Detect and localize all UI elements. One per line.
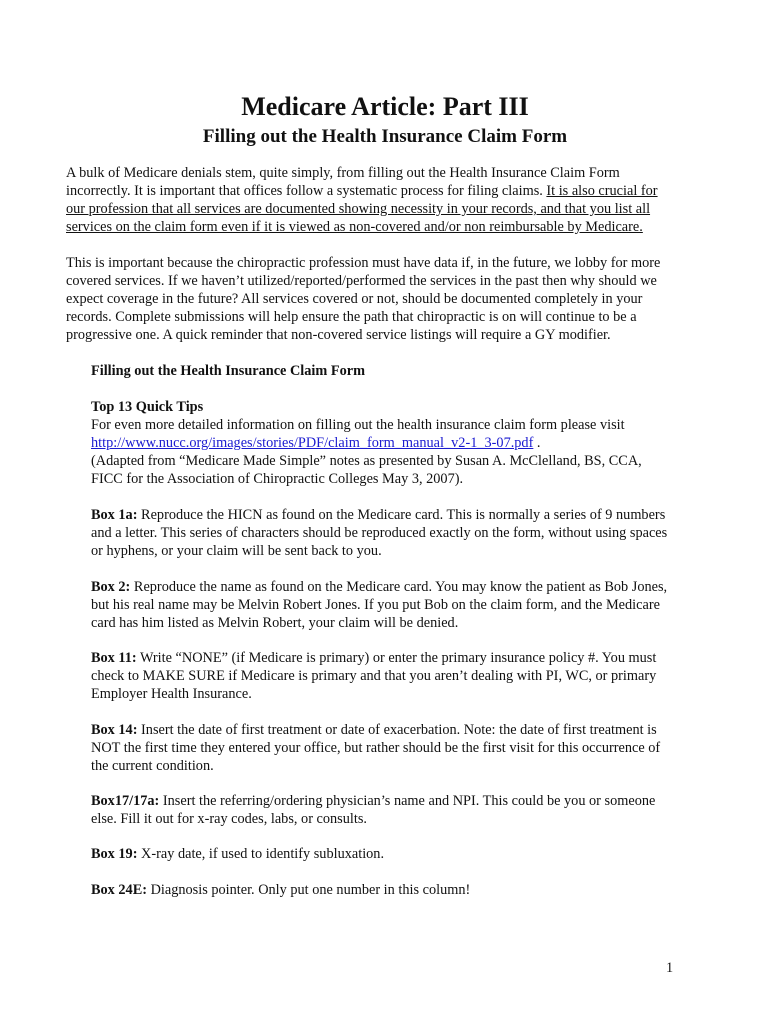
tip-text: Insert the date of first treatment or date of exacerbation. Note: the date of first treatment is bbox=[137, 722, 657, 738]
tips-block bbox=[91, 398, 642, 488]
tip-text: Insert the referring/ordering physician’s name and NPI. This could be you or someone bbox=[159, 793, 656, 809]
tip-line: or hyphens, or your claim will be sent back to you. bbox=[91, 543, 382, 559]
box-14-tip bbox=[91, 721, 660, 775]
tip-first-line bbox=[91, 578, 667, 596]
tips-link-line bbox=[91, 434, 642, 452]
tip-label: Box 1a: bbox=[91, 507, 138, 523]
tip-line: else. Fill it out for x-ray codes, labs, or consults. bbox=[91, 811, 367, 827]
box-2-tip bbox=[91, 578, 667, 632]
paragraph-line: progressive one. A quick reminder that non-covered service listings will require a GY modifier. bbox=[66, 327, 611, 343]
tip-label: Box 11: bbox=[91, 650, 137, 666]
tip-text: X-ray date, if used to identify subluxation. bbox=[137, 846, 385, 862]
paragraph-line: expect coverage in the future? All services covered or not, should be documented completely in your bbox=[66, 291, 643, 307]
intro-text: incorrectly. It is important that offices follow a systematic process for filing claims. bbox=[66, 183, 547, 199]
tip-text: Reproduce the name as found on the Medicare card. You may know the patient as Bob Jones, bbox=[130, 579, 668, 595]
paragraph-line: covered services. If we haven’t utilized/reported/performed the services in the past then why should we bbox=[66, 273, 657, 289]
tip-first-line bbox=[91, 649, 656, 667]
tips-line: (Adapted from “Medicare Made Simple” notes as presented by Susan A. McClelland, BS, CCA, bbox=[91, 453, 642, 469]
tip-first-line bbox=[91, 792, 655, 810]
tip-text: Diagnosis pointer. Only put one number in this column! bbox=[147, 882, 471, 898]
box-1a-tip bbox=[91, 506, 667, 560]
intro-underlined-line: our profession that all services are documented showing necessity in your records, and that you list all bbox=[66, 201, 651, 217]
paragraph-line: records. Complete submissions will help ensure the path that chiropractic is on will continue to be a bbox=[66, 309, 637, 325]
tip-first-line bbox=[91, 881, 470, 899]
tip-line: and a letter. This series of characters should be reproduced exactly on the form, without using spaces bbox=[91, 525, 668, 541]
tips-line: FICC for the Association of Chiropractic Colleges May 3, 2007). bbox=[91, 471, 464, 487]
tip-line: card has him listed as Melvin Robert, your claim will be denied. bbox=[91, 615, 459, 631]
section-heading: Filling out the Health Insurance Claim Form bbox=[91, 363, 366, 379]
page-subtitle: Filling out the Health Insurance Claim Form bbox=[202, 126, 568, 147]
box-11-tip bbox=[91, 649, 656, 703]
tip-line: NOT the first time they entered your office, but rather should be the first visit for this occurrence of bbox=[91, 740, 661, 756]
box-24e-tip bbox=[91, 881, 470, 899]
tip-first-line bbox=[91, 845, 384, 863]
claim-form-manual-link[interactable]: http://www.nucc.org/images/stories/PDF/claim_form_manual_v2-1_3-07.pdf bbox=[91, 435, 534, 451]
link-suffix: . bbox=[533, 435, 541, 451]
tips-line: For even more detailed information on filling out the health insurance claim form please visit bbox=[91, 417, 625, 433]
intro-underlined-line: services on the claim form even if it is viewed as non-covered and/or non reimbursable by Medicare. bbox=[66, 219, 643, 235]
tip-line: but his real name may be Melvin Robert Jones. If you put Bob on the claim form, and the Medicare bbox=[91, 597, 660, 613]
tip-line: check to MAKE SURE if Medicare is primary and that you aren’t dealing with PI, WC, or primary bbox=[91, 668, 657, 684]
tips-heading: Top 13 Quick Tips bbox=[91, 399, 204, 415]
tip-line: the current condition. bbox=[91, 758, 214, 774]
tip-line: Employer Health Insurance. bbox=[91, 686, 252, 702]
importance-paragraph bbox=[66, 254, 660, 344]
tip-text: Write “NONE” (if Medicare is primary) or enter the primary insurance policy #. You must bbox=[136, 650, 657, 666]
intro-line bbox=[66, 182, 658, 200]
tip-text: Reproduce the HICN as found on the Medicare card. This is normally a series of 9 numbers bbox=[137, 507, 666, 523]
box-19-tip bbox=[91, 845, 384, 863]
tip-first-line bbox=[91, 506, 667, 524]
tip-label: Box 14: bbox=[91, 722, 138, 738]
intro-paragraph bbox=[66, 164, 658, 236]
page-title: Medicare Article: Part III bbox=[241, 92, 529, 121]
tip-label: Box 19: bbox=[91, 846, 138, 862]
tip-label: Box17/17a: bbox=[91, 793, 160, 809]
tip-first-line bbox=[91, 721, 660, 739]
intro-line: A bulk of Medicare denials stem, quite simply, from filling out the Health Insurance Claim Form bbox=[66, 165, 620, 181]
intro-underlined-text: It is also crucial for bbox=[546, 183, 658, 199]
page-number: 1 bbox=[666, 960, 674, 976]
paragraph-line: This is important because the chiropractic profession must have data if, in the future, we lobby for more bbox=[66, 255, 661, 271]
box-17-tip bbox=[91, 792, 655, 828]
tip-label: Box 24E: bbox=[91, 882, 148, 898]
tip-label: Box 2: bbox=[91, 579, 131, 595]
